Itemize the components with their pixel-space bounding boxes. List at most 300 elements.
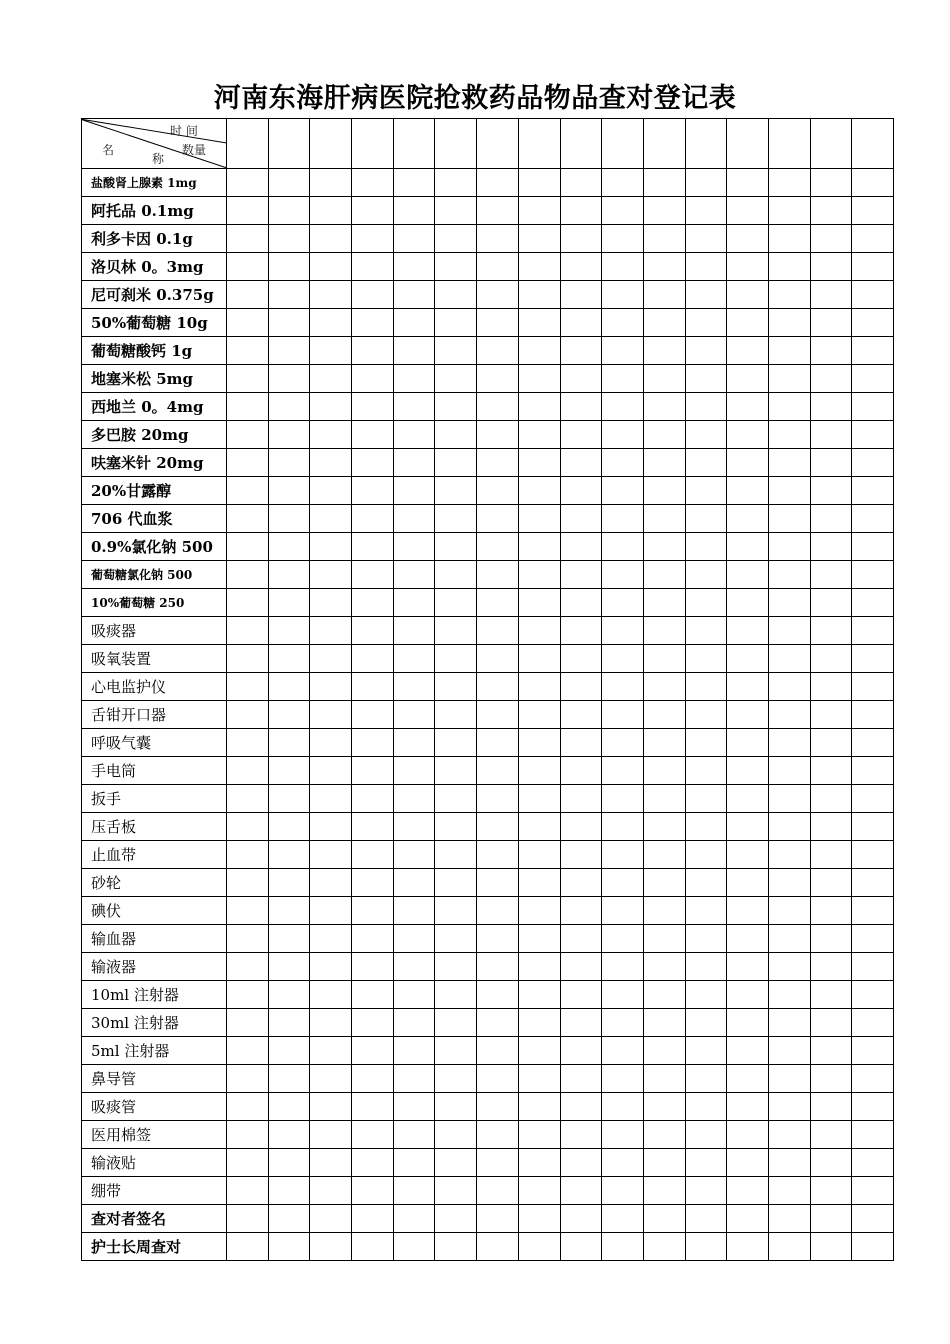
check-cell[interactable] <box>810 617 852 645</box>
check-cell[interactable] <box>310 1093 352 1121</box>
check-cell[interactable] <box>643 477 685 505</box>
check-cell[interactable] <box>393 813 435 841</box>
check-cell[interactable] <box>602 757 644 785</box>
check-cell[interactable] <box>768 1205 810 1233</box>
check-cell[interactable] <box>310 225 352 253</box>
check-cell[interactable] <box>602 533 644 561</box>
check-cell[interactable] <box>352 225 394 253</box>
check-cell[interactable] <box>227 477 269 505</box>
check-cell[interactable] <box>768 1177 810 1205</box>
check-cell[interactable] <box>393 701 435 729</box>
check-cell[interactable] <box>268 533 310 561</box>
check-cell[interactable] <box>768 813 810 841</box>
check-cell[interactable] <box>727 1093 769 1121</box>
check-cell[interactable] <box>268 1233 310 1261</box>
check-cell[interactable] <box>685 309 727 337</box>
check-cell[interactable] <box>268 813 310 841</box>
check-cell[interactable] <box>852 757 894 785</box>
check-cell[interactable] <box>727 169 769 197</box>
check-cell[interactable] <box>310 197 352 225</box>
check-cell[interactable] <box>518 281 560 309</box>
check-cell[interactable] <box>685 337 727 365</box>
check-cell[interactable] <box>227 337 269 365</box>
check-cell[interactable] <box>810 925 852 953</box>
check-cell[interactable] <box>685 1065 727 1093</box>
check-cell[interactable] <box>602 253 644 281</box>
check-cell[interactable] <box>602 505 644 533</box>
check-cell[interactable] <box>727 1121 769 1149</box>
check-cell[interactable] <box>435 869 477 897</box>
check-cell[interactable] <box>227 785 269 813</box>
check-cell[interactable] <box>685 365 727 393</box>
check-cell[interactable] <box>768 253 810 281</box>
check-cell[interactable] <box>768 953 810 981</box>
check-cell[interactable] <box>643 309 685 337</box>
check-cell[interactable] <box>310 309 352 337</box>
check-cell[interactable] <box>268 589 310 617</box>
check-cell[interactable] <box>227 197 269 225</box>
check-cell[interactable] <box>727 337 769 365</box>
check-cell[interactable] <box>435 701 477 729</box>
check-cell[interactable] <box>685 169 727 197</box>
check-cell[interactable] <box>727 869 769 897</box>
date-header-cell[interactable] <box>518 119 560 169</box>
check-cell[interactable] <box>810 953 852 981</box>
check-cell[interactable] <box>268 981 310 1009</box>
check-cell[interactable] <box>768 785 810 813</box>
check-cell[interactable] <box>393 1121 435 1149</box>
check-cell[interactable] <box>852 925 894 953</box>
check-cell[interactable] <box>393 365 435 393</box>
check-cell[interactable] <box>685 281 727 309</box>
check-cell[interactable] <box>727 813 769 841</box>
check-cell[interactable] <box>727 365 769 393</box>
check-cell[interactable] <box>727 701 769 729</box>
check-cell[interactable] <box>560 1037 602 1065</box>
check-cell[interactable] <box>518 477 560 505</box>
check-cell[interactable] <box>227 925 269 953</box>
check-cell[interactable] <box>685 617 727 645</box>
check-cell[interactable] <box>310 393 352 421</box>
check-cell[interactable] <box>560 785 602 813</box>
check-cell[interactable] <box>268 365 310 393</box>
check-cell[interactable] <box>685 505 727 533</box>
check-cell[interactable] <box>810 169 852 197</box>
check-cell[interactable] <box>768 981 810 1009</box>
check-cell[interactable] <box>352 197 394 225</box>
check-cell[interactable] <box>435 281 477 309</box>
check-cell[interactable] <box>352 925 394 953</box>
check-cell[interactable] <box>310 645 352 673</box>
check-cell[interactable] <box>727 1149 769 1177</box>
check-cell[interactable] <box>435 505 477 533</box>
check-cell[interactable] <box>393 1065 435 1093</box>
check-cell[interactable] <box>352 421 394 449</box>
check-cell[interactable] <box>477 421 519 449</box>
check-cell[interactable] <box>560 897 602 925</box>
check-cell[interactable] <box>852 1065 894 1093</box>
check-cell[interactable] <box>268 1009 310 1037</box>
check-cell[interactable] <box>352 785 394 813</box>
check-cell[interactable] <box>393 785 435 813</box>
check-cell[interactable] <box>393 1093 435 1121</box>
check-cell[interactable] <box>435 393 477 421</box>
check-cell[interactable] <box>810 1233 852 1261</box>
check-cell[interactable] <box>852 701 894 729</box>
check-cell[interactable] <box>768 729 810 757</box>
check-cell[interactable] <box>352 869 394 897</box>
check-cell[interactable] <box>268 1065 310 1093</box>
check-cell[interactable] <box>268 869 310 897</box>
check-cell[interactable] <box>352 1009 394 1037</box>
check-cell[interactable] <box>268 281 310 309</box>
check-cell[interactable] <box>268 1177 310 1205</box>
check-cell[interactable] <box>685 897 727 925</box>
check-cell[interactable] <box>227 1177 269 1205</box>
check-cell[interactable] <box>268 1121 310 1149</box>
check-cell[interactable] <box>518 701 560 729</box>
check-cell[interactable] <box>643 337 685 365</box>
check-cell[interactable] <box>477 869 519 897</box>
check-cell[interactable] <box>852 1009 894 1037</box>
check-cell[interactable] <box>393 477 435 505</box>
check-cell[interactable] <box>768 1009 810 1037</box>
check-cell[interactable] <box>518 337 560 365</box>
check-cell[interactable] <box>268 197 310 225</box>
check-cell[interactable] <box>477 1149 519 1177</box>
check-cell[interactable] <box>768 309 810 337</box>
check-cell[interactable] <box>477 533 519 561</box>
check-cell[interactable] <box>810 785 852 813</box>
check-cell[interactable] <box>560 1177 602 1205</box>
check-cell[interactable] <box>227 1065 269 1093</box>
check-cell[interactable] <box>852 1177 894 1205</box>
check-cell[interactable] <box>852 953 894 981</box>
check-cell[interactable] <box>518 449 560 477</box>
check-cell[interactable] <box>352 1177 394 1205</box>
check-cell[interactable] <box>518 505 560 533</box>
check-cell[interactable] <box>435 169 477 197</box>
check-cell[interactable] <box>727 617 769 645</box>
check-cell[interactable] <box>560 309 602 337</box>
check-cell[interactable] <box>518 617 560 645</box>
check-cell[interactable] <box>393 449 435 477</box>
check-cell[interactable] <box>352 1037 394 1065</box>
check-cell[interactable] <box>435 533 477 561</box>
check-cell[interactable] <box>602 1065 644 1093</box>
check-cell[interactable] <box>227 1149 269 1177</box>
check-cell[interactable] <box>643 1009 685 1037</box>
check-cell[interactable] <box>352 533 394 561</box>
check-cell[interactable] <box>227 1093 269 1121</box>
date-header-cell[interactable] <box>393 119 435 169</box>
check-cell[interactable] <box>227 673 269 701</box>
check-cell[interactable] <box>685 785 727 813</box>
check-cell[interactable] <box>227 1009 269 1037</box>
check-cell[interactable] <box>643 617 685 645</box>
check-cell[interactable] <box>810 1037 852 1065</box>
check-cell[interactable] <box>310 757 352 785</box>
check-cell[interactable] <box>685 645 727 673</box>
check-cell[interactable] <box>685 1121 727 1149</box>
check-cell[interactable] <box>810 1009 852 1037</box>
check-cell[interactable] <box>393 953 435 981</box>
check-cell[interactable] <box>643 701 685 729</box>
check-cell[interactable] <box>393 225 435 253</box>
check-cell[interactable] <box>518 561 560 589</box>
check-cell[interactable] <box>227 1233 269 1261</box>
check-cell[interactable] <box>518 1121 560 1149</box>
check-cell[interactable] <box>560 533 602 561</box>
check-cell[interactable] <box>435 841 477 869</box>
check-cell[interactable] <box>685 253 727 281</box>
check-cell[interactable] <box>268 1037 310 1065</box>
check-cell[interactable] <box>435 309 477 337</box>
check-cell[interactable] <box>602 589 644 617</box>
check-cell[interactable] <box>227 225 269 253</box>
check-cell[interactable] <box>810 449 852 477</box>
check-cell[interactable] <box>310 561 352 589</box>
check-cell[interactable] <box>727 281 769 309</box>
check-cell[interactable] <box>518 785 560 813</box>
check-cell[interactable] <box>477 337 519 365</box>
date-header-cell[interactable] <box>852 119 894 169</box>
check-cell[interactable] <box>602 421 644 449</box>
check-cell[interactable] <box>227 1205 269 1233</box>
date-header-cell[interactable] <box>268 119 310 169</box>
check-cell[interactable] <box>227 449 269 477</box>
check-cell[interactable] <box>810 477 852 505</box>
check-cell[interactable] <box>852 449 894 477</box>
date-header-cell[interactable] <box>727 119 769 169</box>
check-cell[interactable] <box>810 1205 852 1233</box>
check-cell[interactable] <box>643 197 685 225</box>
check-cell[interactable] <box>560 645 602 673</box>
check-cell[interactable] <box>352 673 394 701</box>
date-header-cell[interactable] <box>602 119 644 169</box>
check-cell[interactable] <box>268 953 310 981</box>
check-cell[interactable] <box>852 1093 894 1121</box>
check-cell[interactable] <box>227 169 269 197</box>
check-cell[interactable] <box>852 253 894 281</box>
check-cell[interactable] <box>352 281 394 309</box>
check-cell[interactable] <box>768 897 810 925</box>
check-cell[interactable] <box>435 1233 477 1261</box>
check-cell[interactable] <box>602 309 644 337</box>
check-cell[interactable] <box>602 925 644 953</box>
check-cell[interactable] <box>560 841 602 869</box>
check-cell[interactable] <box>310 701 352 729</box>
check-cell[interactable] <box>352 337 394 365</box>
check-cell[interactable] <box>810 393 852 421</box>
date-header-cell[interactable] <box>643 119 685 169</box>
check-cell[interactable] <box>477 505 519 533</box>
check-cell[interactable] <box>268 449 310 477</box>
check-cell[interactable] <box>768 533 810 561</box>
check-cell[interactable] <box>602 869 644 897</box>
check-cell[interactable] <box>518 841 560 869</box>
check-cell[interactable] <box>727 309 769 337</box>
check-cell[interactable] <box>810 757 852 785</box>
check-cell[interactable] <box>685 225 727 253</box>
check-cell[interactable] <box>685 589 727 617</box>
check-cell[interactable] <box>852 1205 894 1233</box>
check-cell[interactable] <box>768 869 810 897</box>
check-cell[interactable] <box>268 897 310 925</box>
check-cell[interactable] <box>352 841 394 869</box>
check-cell[interactable] <box>393 1177 435 1205</box>
check-cell[interactable] <box>310 1037 352 1065</box>
check-cell[interactable] <box>602 449 644 477</box>
check-cell[interactable] <box>685 869 727 897</box>
check-cell[interactable] <box>393 1205 435 1233</box>
check-cell[interactable] <box>268 925 310 953</box>
check-cell[interactable] <box>643 421 685 449</box>
check-cell[interactable] <box>602 617 644 645</box>
check-cell[interactable] <box>643 757 685 785</box>
check-cell[interactable] <box>518 897 560 925</box>
check-cell[interactable] <box>227 953 269 981</box>
check-cell[interactable] <box>602 1177 644 1205</box>
check-cell[interactable] <box>310 1177 352 1205</box>
check-cell[interactable] <box>685 1205 727 1233</box>
check-cell[interactable] <box>518 925 560 953</box>
check-cell[interactable] <box>810 421 852 449</box>
check-cell[interactable] <box>560 253 602 281</box>
check-cell[interactable] <box>560 673 602 701</box>
check-cell[interactable] <box>477 477 519 505</box>
check-cell[interactable] <box>602 1233 644 1261</box>
check-cell[interactable] <box>685 1037 727 1065</box>
check-cell[interactable] <box>560 729 602 757</box>
check-cell[interactable] <box>727 253 769 281</box>
check-cell[interactable] <box>227 617 269 645</box>
check-cell[interactable] <box>685 477 727 505</box>
check-cell[interactable] <box>310 897 352 925</box>
check-cell[interactable] <box>810 1065 852 1093</box>
check-cell[interactable] <box>727 533 769 561</box>
check-cell[interactable] <box>643 645 685 673</box>
check-cell[interactable] <box>310 673 352 701</box>
check-cell[interactable] <box>268 729 310 757</box>
date-header-cell[interactable] <box>810 119 852 169</box>
check-cell[interactable] <box>560 981 602 1009</box>
check-cell[interactable] <box>477 645 519 673</box>
check-cell[interactable] <box>310 1009 352 1037</box>
check-cell[interactable] <box>602 673 644 701</box>
check-cell[interactable] <box>768 449 810 477</box>
check-cell[interactable] <box>602 197 644 225</box>
check-cell[interactable] <box>602 477 644 505</box>
check-cell[interactable] <box>393 645 435 673</box>
check-cell[interactable] <box>227 561 269 589</box>
check-cell[interactable] <box>310 1233 352 1261</box>
check-cell[interactable] <box>852 505 894 533</box>
check-cell[interactable] <box>477 393 519 421</box>
check-cell[interactable] <box>227 841 269 869</box>
check-cell[interactable] <box>852 169 894 197</box>
check-cell[interactable] <box>643 561 685 589</box>
check-cell[interactable] <box>352 589 394 617</box>
check-cell[interactable] <box>768 477 810 505</box>
date-header-cell[interactable] <box>768 119 810 169</box>
check-cell[interactable] <box>560 617 602 645</box>
check-cell[interactable] <box>768 169 810 197</box>
check-cell[interactable] <box>685 925 727 953</box>
check-cell[interactable] <box>560 477 602 505</box>
check-cell[interactable] <box>227 757 269 785</box>
check-cell[interactable] <box>560 225 602 253</box>
check-cell[interactable] <box>560 561 602 589</box>
check-cell[interactable] <box>268 1149 310 1177</box>
check-cell[interactable] <box>393 729 435 757</box>
check-cell[interactable] <box>852 1149 894 1177</box>
check-cell[interactable] <box>393 169 435 197</box>
check-cell[interactable] <box>268 421 310 449</box>
check-cell[interactable] <box>393 1009 435 1037</box>
check-cell[interactable] <box>810 197 852 225</box>
check-cell[interactable] <box>643 1205 685 1233</box>
check-cell[interactable] <box>685 393 727 421</box>
check-cell[interactable] <box>602 1037 644 1065</box>
check-cell[interactable] <box>602 225 644 253</box>
check-cell[interactable] <box>393 337 435 365</box>
date-header-cell[interactable] <box>435 119 477 169</box>
check-cell[interactable] <box>852 897 894 925</box>
check-cell[interactable] <box>477 449 519 477</box>
check-cell[interactable] <box>810 533 852 561</box>
check-cell[interactable] <box>810 281 852 309</box>
check-cell[interactable] <box>685 729 727 757</box>
check-cell[interactable] <box>602 1093 644 1121</box>
check-cell[interactable] <box>352 813 394 841</box>
check-cell[interactable] <box>685 841 727 869</box>
check-cell[interactable] <box>643 225 685 253</box>
check-cell[interactable] <box>352 981 394 1009</box>
check-cell[interactable] <box>352 953 394 981</box>
check-cell[interactable] <box>727 1009 769 1037</box>
check-cell[interactable] <box>685 701 727 729</box>
check-cell[interactable] <box>352 309 394 337</box>
check-cell[interactable] <box>352 1205 394 1233</box>
check-cell[interactable] <box>393 589 435 617</box>
check-cell[interactable] <box>310 169 352 197</box>
check-cell[interactable] <box>435 1177 477 1205</box>
check-cell[interactable] <box>602 953 644 981</box>
check-cell[interactable] <box>268 673 310 701</box>
check-cell[interactable] <box>435 673 477 701</box>
check-cell[interactable] <box>477 309 519 337</box>
check-cell[interactable] <box>268 561 310 589</box>
check-cell[interactable] <box>768 197 810 225</box>
check-cell[interactable] <box>560 1205 602 1233</box>
check-cell[interactable] <box>393 197 435 225</box>
check-cell[interactable] <box>810 1177 852 1205</box>
date-header-cell[interactable] <box>685 119 727 169</box>
check-cell[interactable] <box>518 1233 560 1261</box>
check-cell[interactable] <box>852 477 894 505</box>
check-cell[interactable] <box>435 1037 477 1065</box>
check-cell[interactable] <box>852 561 894 589</box>
check-cell[interactable] <box>852 813 894 841</box>
check-cell[interactable] <box>560 1121 602 1149</box>
check-cell[interactable] <box>477 729 519 757</box>
check-cell[interactable] <box>685 1149 727 1177</box>
check-cell[interactable] <box>393 421 435 449</box>
check-cell[interactable] <box>393 393 435 421</box>
check-cell[interactable] <box>393 281 435 309</box>
check-cell[interactable] <box>435 1121 477 1149</box>
